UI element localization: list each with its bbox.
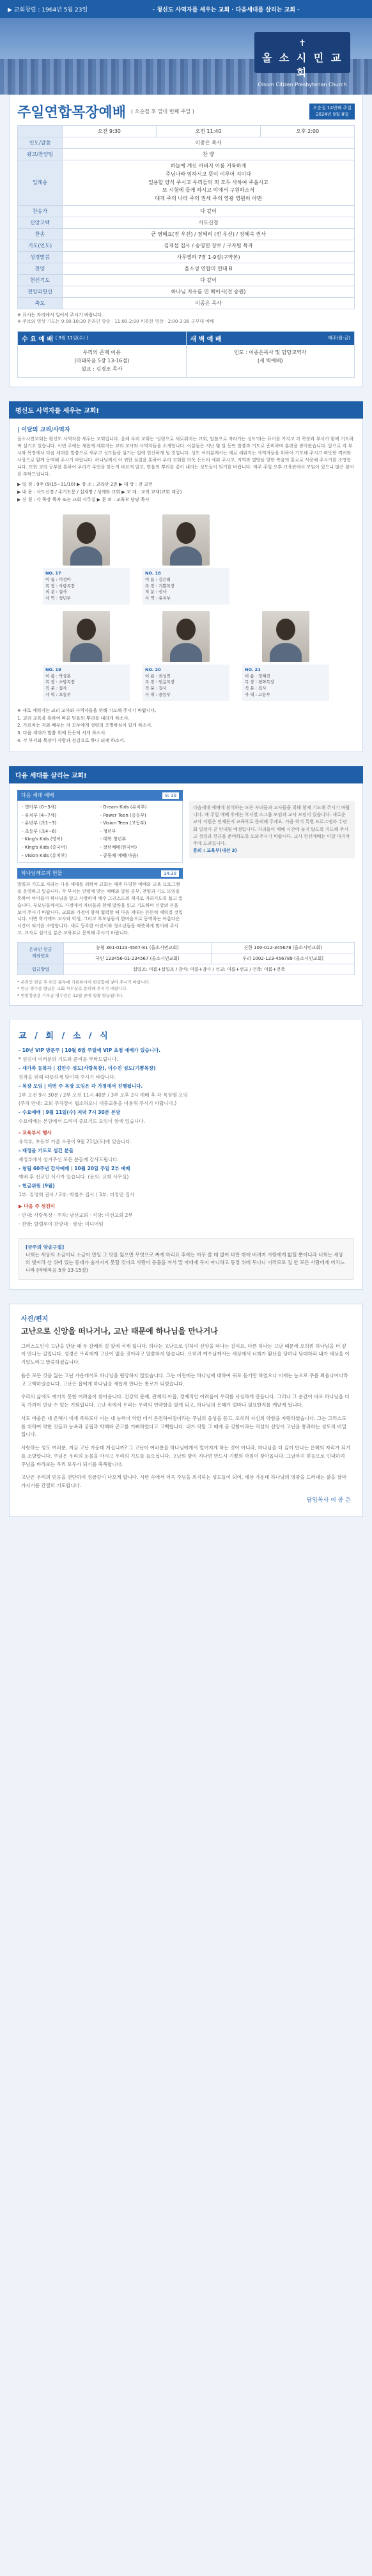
column-paragraph: 사도 바울은 내 은혜가 네게 족하도다 이는 내 능력이 약한 데서 온전하여짐이라는 주님의 음성을 듣고, 오히려 자신의 약함을 자랑하였습니다. 그는 그리스도를 위하여 약한 것들과 능욕과 궁핍과 박해와 곤고를 기뻐하였다고 고백합니다. 내가 약할 그 때에 곧 강함이라는 역설의 신앙이 고난을 통과하는 성도의 비밀입니다. [21,1415,346,1438]
offering-footnotes: * 온라인 헌금 후 헌금 봉투에 기록하시어 헌금함에 넣어 주시기 바랍니다. * 헌금 영수증 발급은 교회 사무실로 문의해 주시기 바랍니다. * 연말정산용 기부금 영수증은 12월 중에 일괄 발급됩니다. [17,979,151,998]
profile-photo [63,611,110,662]
offering-header: 하나님께로의 헌물 14:30 [17,868,183,879]
weekday-worship [17,331,355,378]
news-item: 유치부, 초등부 가을 소풍이 9월 21일(토)에 있습니다. [19,1138,132,1145]
table-row: 전망과헌신 하나님 자유를 연 메어서(전 송원) [18,286,355,297]
church-name-en: Olsom Citizen Presbyterian Church [258,82,347,88]
profile-photo [162,514,210,566]
news-item: 정착을 위해 따뜻하게 맞이해 주시기 바랍니다. [19,1074,116,1080]
news-title: 교 / 회 / 소 / 식 [19,1031,111,1042]
section-header: 다음 세대를 살리는 교회! [9,766,363,783]
worship-note: ※ 표시는 자리에서 일어서 주시기 바랍니다. ※ 주보와 영상 기도는 9:00-10:30 온라인 방송 · 11:00-2:00 비롯한 영상 · 2:00-3:30 군부대 예배 [17,312,214,324]
lay-ministry-section [9,401,363,752]
section-subhead: | 이달의 교리/사역자 [17,427,70,434]
profile-photo [262,611,309,662]
profile-photo [162,611,210,662]
cross-icon: ✝ [298,38,306,49]
pastor-signature: 담임목사 이 종 은 [306,1497,351,1504]
news-item: ▶ 다음 주 섬김이 [19,1203,56,1210]
news-item: - 교육부서 행사 [19,1130,52,1136]
profile-card: NO. 19 이 름 : 박상훈 목 장 : 소망목장 직 분 : 집사 사 역 : 초등부 [43,611,130,701]
column-title: 고난으로 신앙을 떠나거나, 고난 때문에 하나님을 만나거나 [21,1326,218,1336]
table-row: 인도/말씀 이종은 목사 [18,137,355,149]
pastor-column [9,1304,363,1517]
hero-banner [0,18,372,95]
page-subtitle: ( 오순절 후 열네 번째 주일 ) [131,109,194,114]
table-row: 광고/찬양팀 찬 양 [18,149,355,160]
column-paragraph: 고난은 우리의 믿음을 연단하여 정금같이 나오게 합니다. 시련 속에서 더욱 주님을 의지하는 성도들이 되어, 세상 가운데 하나님의 영광을 드러내는 삶을 살아가시기를 간절히 기도합니다. [21,1474,346,1489]
table-row: 찬송가 다 같이 [18,205,355,217]
news-item: · 안내: 사랑목장 · 주차: 남선교회 · 식당: 여선교회 2부 [19,1212,133,1218]
church-slogan: - 청신도 사역자를 세우는 교회 · 다음세대를 살리는 교회 - [152,6,300,13]
news-item: · 찬양: 할렐루야 찬양대 · 영상: 미디어팀 [19,1221,104,1227]
news-item: - 목장 모임 | 이번 주 목장 모임은 각 가정에서 진행됩니다. [19,1083,143,1089]
news-item: 1부 오전 9시 30분 / 2부 오전 11시 40분 / 3부 오후 2시 예배 후 각 목장별 모임 [19,1091,188,1098]
profile-card: NO. 21 이 름 : 정혜진 목 장 : 평화목장 직 분 : 집사 사 역 : 고등부 [242,611,329,701]
wednesday-worship: 수 요 예 배 ( 9월 11일(수) ) 우리의 존재 이유 (마태복음 5장 13-16절) 설교 : 김경조 목사 [18,332,186,377]
news-item: - 10년 VIP 방문주 | 10월 6일 주일에 VIP 초청 예배가 있습니다. [19,1047,161,1054]
column-paragraph: 사랑하는 성도 여러분, 지금 고난 가운데 계십니까? 그 고난이 여러분을 하나님에게서 멀어지게 하는 것이 아니라, 하나님을 더 깊이 만나는 은혜의 자리가 되기를 소망합니다. 주님은 우리의 눈물을 아시고 우리의 기도를 들으십니다. 고난의 밤이 지나면 반드시 기쁨의 아침이 찾아옵니다. 그날까지 믿음으로 인내하며 주님을 바라보는 우리 모두가 되기를 축복합니다. [21,1445,351,1467]
page-title: 주일연합목장예배 [17,105,127,121]
table-row: 입례송 하늘에 계신 아버지 이름 거룩하게 주님나라 임하시고 뜻이 이루어 지이다 일용할 양식 주시고 우리들의 죄 모두 사하여 주옵시고 또 시험에 들게 하시고 악에서 구원하소서 대개 주의 나라 주의 권세 주의 영광 영원히 아멘 [18,160,355,206]
ministry-text: 올소시민교회는 평신도 사역자를 세우는 교회입니다. 올해 우리 교회는 '성령으로 새로워지는 교회, 말씀으로 자라가는 성도'라는 표어를 가지고 각 목장과 부서가 함께 기도하며 섬기고 있습니다. 이번 주에는 새롭게 세워지는 교리 교사와 사역자들을 소개합니다. 이분들은 지난 몇 달 동안 말씀과 기도로 준비하며 훈련을 받아왔습니다. 앞으로 각 부서와 목장에서 다음 세대를 말씀으로 세우고 성도들을 섬기는 일에 헌신하게 될 것입니다. 성도 여러분께서는 새로 세워지는 사역자들을 위하여 기도해 주시고 따뜻한 격려와 사랑으로 함께 동역해 주시기 바랍니다. 하나님께서 이 귀한 섬김을 통하여 우리 교회를 더욱 든든히 세워 주시고, 지역과 열방을 향한 복음의 통로로 사용해 주시기를 소망합니다. 또한 교리 공부를 통하여 우리가 무엇을 믿는지 바르게 알고, 믿음의 뿌리를 깊이 내리는 성도들이 되기를 바랍니다. 매주 주일 오후 교육관에서 모임이 있으니 많은 참여를 부탁드립니다. [17,436,354,477]
table-row: 찬송 군 영혜요(전 우선) / 장혜리 (전 우선) / 장혜숙 권사 [18,228,355,240]
news-item: - 수요예배 | 9월 11일(수) 저녁 7시 30분 본당 [19,1109,121,1116]
table-row: 축도 이종은 목사 [18,297,355,309]
dawn-worship: 새 벽 예 배 매주(월-금) 인도 : 이종은목사 및 담당교역자 (새 벽예배) [186,332,355,377]
profile-photo [63,514,110,566]
column-paragraph: 욥은 모든 것을 잃는 고난 가운데서도 하나님을 원망하지 않았습니다. 그는 이전에는 하나님에 대하여 귀로 듣기만 하였으나 이제는 눈으로 주를 뵈옵나이다라고 고백하였습니다. 고난은 욥에게 하나님을 새롭게 만나는 통로가 되었습니다. [21,1372,348,1387]
table-corner [18,126,63,137]
church-news-section [9,1020,363,1290]
next-generation-section [9,766,363,1006]
news-item: - 헌금위원 (9월) [19,1183,55,1189]
table-row: 헌신기도 다 같이 [18,274,355,286]
table-row: 성경말씀 사무엘하 7장 1-9절(구약본) [18,251,355,263]
news-item: 재정부에서 섬겨주신 모든 분들께 감사드립니다. [19,1156,119,1162]
top-bar [0,0,372,18]
column-header: 사진/편지 [21,1315,49,1323]
worship-order-table [17,125,355,309]
news-item: - 재정을 기도로 섬긴 분들 [19,1147,74,1153]
time-2: 오전 11:40 [156,126,260,137]
church-name: 올 소 시 민 교 회 [261,52,343,79]
table-row: 기도(인도) 김재섭 집사 / 송영민 장로 / 구자원 목자 [18,240,355,251]
column-paragraph: 우리의 삶에도 예기치 못한 어려움이 찾아옵니다. 건강의 문제, 관계의 아픔, 경제적인 어려움이 우리를 낙심하게 만듭니다. 그러나 그 순간이 바로 하나님을 더욱 가까이 만날 수 있는 기회입니다. 고난 속에서 우리는 우리의 연약함을 알게 되고, 하나님의 은혜가 얼마나 필요한지를 깨닫게 됩니다. [21,1394,350,1408]
memory-verse: [금주의 암송구절] 너희는 세상의 소금이니 소금이 만일 그 맛을 잃으면 무엇으로 짜게 하리요 후에는 아무 쓸 데 없어 다만 밖에 버려져 사람에게 밟힐 뿐이니라 너희는 세상의 빛이라 산 위에 있는 동네가 숨겨지지 못할 것이요 사람이 등불을 켜서 말 아래에 두지 아니하고 등경 위에 두나니 이러므로 집 안 모든 사람에게 비치느니라 (마태복음 5장 13-15절) [19,1238,353,1280]
column-paragraph: 그리스도인이 고난을 만날 때 두 갈래의 길 앞에 서게 됩니다. 하나는 고난으로 인하여 신앙을 떠나는 길이요, 다른 하나는 고난 때문에 오히려 하나님을 더 깊이 만나는 길입니다. 성경은 우리에게 고난이 없을 것이라고 말씀하지 않습니다. 오히려 예수님께서는 세상에서 너희가 환난을 당하나 담대하라 내가 세상을 이기었노라고 말씀하셨습니다. [21,1343,350,1366]
time-1: 오전 9:30 [63,126,157,137]
news-item: (주차 안내: 교회 주차장이 협소하오니 대중교통을 이용해 주시기 바랍니다.) [19,1100,177,1107]
table-row: 찬양 올소성 연합미 연대 B [18,263,355,274]
profile-card: NO. 18 이 름 : 김은희 목 장 : 기쁨목장 직 분 : 권사 사 역 : 유치부 [143,514,229,605]
news-item: - 창립 60주년 감사예배 | 10월 20일 주일 2부 예배 [19,1165,130,1171]
section-header: 평신도 사역자를 세우는 교회! [9,401,363,419]
next-gen-notice: 다음세대 예배에 참석하는 모든 자녀들과 교사들을 위해 함께 기도해 주시기 바랍니다. 매 주일 예배 후에는 부서별 소그룹 모임과 교사 모임이 있습니다. 새로운 교사 지원은 언제든지 교육부로 문의해 주세요. 가을 학기 특별 프로그램과 수련회 일정이 곧 안내될 예정입니다. 자녀들이 예배 시간에 늦지 않도록 지도해 주시고 성경과 헌금을 준비하도록 도와주시기 바랍니다. 교사 헌신예배는 이달 마지막 주에 드려집니다. 문의 : 교육부(내선 3) [189,801,355,858]
department-schedule: - 영아부 (0~3세) - Dream Kids (유치부) - 유치부 (4~7세) - Power Teen (중등부) - 유년부 (초1~3) - Vision Teen (고등부) - 초등부 (초4~6) - 청년부 - King's Kids (영어) - 대학 청년부 - King's Kids (중국어) - 장년예배(한국어) - Vision Kids (유치부) - 공동체 예배(마음) [17,801,183,863]
news-item: 수요예배는 본당에서 드리며 중보기도 모임이 함께 있습니다. [19,1118,145,1125]
worship-order-section [9,95,363,387]
church-logo [254,32,350,88]
news-list [19,1046,353,1229]
class-info: ▶ 일 정 : 9주 (9/15~11/10) ▶ 장 소 : 교육관 2층 ▶ 대 상 : 전 교인 ▶ 내 용 : 사도신경 / 주기도문 / 십계명 / 성례와 교회 ▶ 교 재 : 교리 교재(교회 제공) ▶ 신 청 : 각 목장 목자 또는 교회 사무실 ▶ 문 의 : 교육부 담당 목사 [17,482,182,503]
profile-grid [43,514,329,701]
offering-table: 온라인 헌금 계좌번호 농협 301-0123-4567-81 (올소시민교회) 신한 100-012-345678 (올소시민교회) 국민 123456-01-234567 (올소시민교회) 우리 1002-123-456789 (올소시민교회) 입금방법 십일조: 이름+십일조 / 감사: 이름+감사 / 선교: 이름+선교 / 건축: 이름+건축 [17,942,355,975]
schedule-header: 다음 세대 예배 9: 30 [17,790,183,801]
news-item: - 새가족 등록자 | 김민수 성도(사랑목장), 이수진 성도(기쁨목장) [19,1065,156,1071]
prayer-notes: ※ 새로 세워지는 교리 교사와 사역자들을 위해 기도해 주시기 바랍니다. 1. 교리 교육을 통하여 바른 믿음의 뿌리를 내리게 하소서. 2. 가르치는 자와 배우는 자 모두에게 성령의 조명하심이 있게 하소서. 3. 다음 세대가 말씀 위에 든든히 서게 하소서. 4. 각 부서와 목장이 사랑과 섬김으로 하나 되게 하소서. [17,707,157,744]
news-item: 예배 후 전교인 식사가 있습니다. (문의: 교회 사무실) [19,1174,129,1180]
table-row: 신앙고백 사도신경 [18,217,355,228]
profile-card: NO. 17 이 름 : 이정아 목 장 : 사랑목장 직 분 : 집사 사 역 : 청년부 [43,514,130,605]
profile-card: NO. 20 이 름 : 최성민 목 장 : 믿음목장 직 분 : 집사 사 역 : 중등부 [143,611,229,701]
founding-date: ▶ 교회창립 : 1964년 5월 23일 [8,6,88,13]
news-item: * 섬김이 여러분의 기도와 준비를 부탁드립니다. [19,1056,118,1063]
date-badge: 오순절 14번째 주일 2024년 9월 8일 [309,104,355,119]
next-gen-text: 말씀과 기도로 자라는 다음 세대를 위하여 교회는 매주 다양한 예배와 교육 프로그램을 운영하고 있습니다. 각 부서는 연령에 맞는 예배와 말씀 공부, 찬양과 기도 모임을 통하여 아이들이 하나님을 알고 사랑하며 예수 그리스도의 제자로 자라가도록 돕고 있습니다. 부모님들께서도 가정에서 자녀들과 함께 말씀을 읽고 기도하며 신앙의 본을 보여 주시기 바랍니다. 교회와 가정이 함께 협력할 때 다음 세대는 든든히 세워질 것입니다. 이번 학기에도 교사와 학생, 그리고 부모님들이 한마음으로 동역하는 아름다운 시간이 되기를 소망합니다. 새로 등록한 어린이와 청소년들을 따뜻하게 맞이해 주시고, 교사로 섬기실 분은 교육부로 문의해 주시기 바랍니다. [17,882,183,936]
time-3: 오후 2:00 [261,126,355,137]
news-item: 1부: 김영희 권사 / 2부: 박철수 집사 / 3부: 이정민 집사 [19,1192,135,1198]
